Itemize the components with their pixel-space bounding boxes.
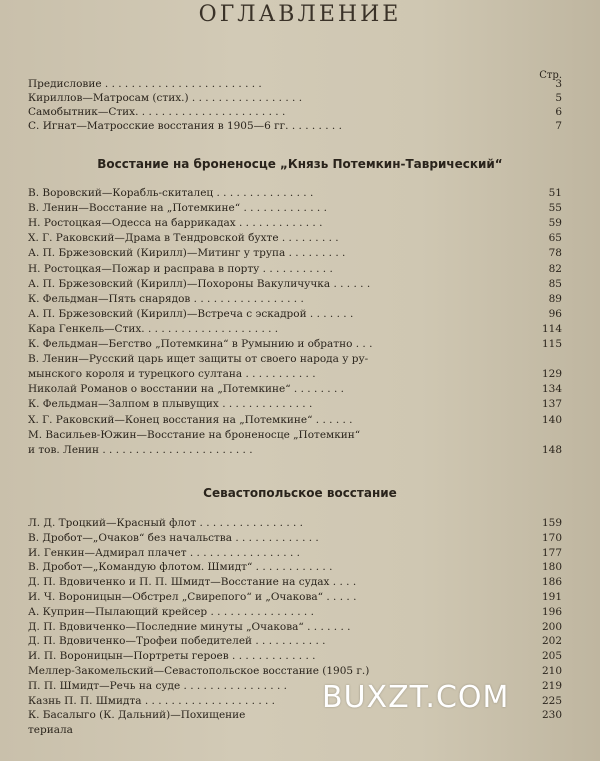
entry-title: А. П. Бржезовский (Кирилл)—Похороны Вакуличучка . . . . . . bbox=[28, 277, 371, 290]
entry-page-number: 114 bbox=[541, 322, 562, 335]
toc-entry bbox=[28, 278, 562, 291]
toc-entry bbox=[28, 368, 562, 381]
entry-page-number: 225 bbox=[541, 694, 562, 707]
section-heading-sevastopol: Севастопольское восстание bbox=[203, 486, 397, 500]
page-title: ОГЛАВЛЕНИЕ bbox=[198, 2, 402, 27]
entry-page-number: 3 bbox=[555, 78, 562, 90]
entry-page-number: 140 bbox=[541, 413, 562, 426]
toc-entry bbox=[28, 576, 562, 589]
entry-page-number: 82 bbox=[548, 262, 562, 275]
entry-page-number: 180 bbox=[541, 561, 562, 574]
toc-entry bbox=[28, 635, 562, 648]
toc-entry bbox=[28, 120, 562, 133]
entry-title: Х. Г. Раковский—Драма в Тендровской бухте . . . . . . . . . bbox=[28, 232, 339, 245]
toc-entry bbox=[28, 353, 562, 366]
entry-title: Н. Ростоцкая—Одесса на баррикадах . . . . . . . . . . . . . bbox=[28, 217, 323, 230]
entry-title: А. Куприн—Пылающий крейсер . . . . . . . . . . . . . . . . bbox=[28, 605, 314, 618]
entry-title: Николай Романов о восстании на „Потемкине“ . . . . . . . . bbox=[28, 383, 344, 396]
toc-entry bbox=[28, 187, 562, 200]
entry-page-number: 134 bbox=[541, 383, 562, 396]
entry-title: Казнь П. П. Шмидта . . . . . . . . . . . . . . . . . . . . bbox=[28, 694, 276, 707]
toc-entry bbox=[28, 532, 562, 545]
entry-page-number: 55 bbox=[548, 202, 562, 215]
toc-entry bbox=[28, 650, 562, 663]
entry-page-number: 191 bbox=[541, 591, 562, 603]
toc-entry bbox=[28, 414, 562, 427]
entry-title: П. П. Шмидт—Речь на суде . . . . . . . . . . . . . . . . bbox=[28, 679, 287, 692]
toc-entry bbox=[28, 383, 562, 396]
entry-title: К. Фельдман—Бегство „Потемкина“ в Румынию и обратно . . . bbox=[28, 338, 373, 350]
entry-page-number: 202 bbox=[541, 635, 562, 648]
entry-title: С. Игнат—Матросские восстания в 1905—6 гг. . . . . . . . . bbox=[28, 120, 342, 132]
entry-title: А. П. Бржезовский (Кирилл)—Митинг у трупа . . . . . . . . . bbox=[28, 247, 346, 260]
entry-title: Д. П. Вдовиченко и П. П. Шмидт—Восстание на судах . . . . bbox=[28, 576, 357, 589]
entry-page-number: 65 bbox=[548, 232, 562, 245]
toc-entry bbox=[28, 232, 562, 245]
toc-entry bbox=[28, 308, 562, 321]
toc-entry bbox=[28, 247, 562, 260]
entry-page-number: 230 bbox=[541, 709, 562, 722]
entry-page-number: 159 bbox=[541, 517, 562, 529]
entry-page-number: 186 bbox=[541, 576, 562, 589]
entry-title: Х. Г. Раковский—Конец восстания на „Потемкине“ . . . . . . bbox=[28, 413, 353, 426]
toc-entry bbox=[28, 217, 562, 230]
entry-page-number: 170 bbox=[541, 531, 562, 544]
entry-page-number: 196 bbox=[541, 605, 562, 618]
entry-title: Самобытник—Стих. . . . . . . . . . . . . . . . . . . . . . . bbox=[28, 106, 286, 118]
section-heading-potemkin: Восстание на броненосце „Князь Потемкин-Таврический“ bbox=[97, 157, 503, 171]
entry-title: и тов. Ленин . . . . . . . . . . . . . . . . . . . . . . . bbox=[28, 443, 253, 456]
toc-entry bbox=[28, 293, 562, 306]
toc-entry bbox=[28, 665, 562, 678]
toc-entry bbox=[28, 547, 562, 560]
entry-title: Д. П. Вдовиченко—Последние минуты „Очакова“ . . . . . . . bbox=[28, 620, 351, 633]
toc-entry bbox=[28, 106, 562, 119]
entry-page-number: 129 bbox=[541, 368, 562, 381]
entry-page-number: 210 bbox=[541, 665, 562, 677]
entry-title: Кириллов—Матросам (стих.) . . . . . . . . . . . . . . . . . bbox=[28, 92, 303, 104]
entry-page-number: 7 bbox=[555, 120, 562, 132]
entry-title: И. П. Вороницын—Портреты героев . . . . . . . . . . . . . bbox=[28, 650, 316, 663]
entry-page-number: 137 bbox=[541, 398, 562, 411]
entry-page-number: 96 bbox=[548, 307, 562, 320]
toc-entry bbox=[28, 591, 562, 604]
toc-entry bbox=[28, 606, 562, 619]
toc-entry bbox=[28, 323, 562, 336]
entry-title: Л. Д. Троцкий—Красный флот . . . . . . . . . . . . . . . . bbox=[28, 517, 304, 529]
entry-page-number: 148 bbox=[541, 443, 562, 456]
entry-title: В. Воровский—Корабль-скиталец . . . . . . . . . . . . . . . bbox=[28, 187, 314, 199]
entry-page-number: 59 bbox=[548, 217, 562, 230]
toc-entry bbox=[28, 444, 562, 457]
entry-title: мынского короля и турецкого султана . . . . . . . . . . . bbox=[28, 368, 316, 381]
entry-title: Меллер-Закомельский—Севастопольское восстание (1905 г.) bbox=[28, 665, 370, 677]
entry-page-number: 205 bbox=[541, 650, 562, 663]
entry-page-number: 5 bbox=[555, 92, 562, 104]
entry-page-number: 115 bbox=[541, 338, 562, 350]
entry-page-number: 6 bbox=[555, 106, 562, 118]
toc-entry bbox=[28, 263, 562, 276]
entry-title: В. Дробот—„Командую флотом. Шмидт“ . . . . . . . . . . . . bbox=[28, 561, 333, 574]
entry-title: В. Дробот—„Очаков“ без начальства . . . . . . . . . . . . . bbox=[28, 531, 319, 544]
toc-entry bbox=[28, 724, 562, 737]
entry-title: Н. Ростоцкая—Пожар и расправа в порту . . . . . . . . . . . bbox=[28, 262, 333, 275]
toc-entry bbox=[28, 561, 562, 574]
page-column-header: Стр. bbox=[539, 70, 562, 81]
entry-title: Кара Генкель—Стих. . . . . . . . . . . . . . . . . . . . . bbox=[28, 322, 279, 335]
entry-title: И. Ч. Вороницын—Обстрел „Свирепого“ и „Очакова“ . . . . . bbox=[28, 591, 357, 603]
toc-entry bbox=[28, 92, 562, 105]
toc-entry bbox=[28, 338, 562, 351]
entry-page-number: 89 bbox=[548, 292, 562, 305]
entry-title: В. Ленин—Восстание на „Потемкине“ . . . . . . . . . . . . . bbox=[28, 202, 327, 215]
entry-page-number: 177 bbox=[541, 546, 562, 559]
toc-entry bbox=[28, 429, 562, 442]
entry-page-number: 200 bbox=[541, 620, 562, 633]
toc-entry bbox=[28, 398, 562, 411]
entry-title: К. Фельдман—Пять снарядов . . . . . . . . . . . . . . . . . bbox=[28, 292, 304, 305]
entry-title: К. Фельдман—Залпом в плывущих . . . . . . . . . . . . . . bbox=[28, 398, 313, 411]
entry-title: А. П. Бржезовский (Кирилл)—Встреча с эскадрой . . . . . . . bbox=[28, 307, 354, 320]
watermark: BUXZT.COM bbox=[322, 680, 510, 715]
entry-page-number: 78 bbox=[548, 247, 562, 260]
toc-entry bbox=[28, 517, 562, 530]
toc-entry bbox=[28, 621, 562, 634]
toc-entry bbox=[28, 202, 562, 215]
entry-page-number: 51 bbox=[548, 187, 562, 199]
entry-title: В. Ленин—Русский царь ищет защиты от своего народа у ру- bbox=[28, 353, 369, 366]
entry-title: Предисловие . . . . . . . . . . . . . . . . . . . . . . . . bbox=[28, 78, 262, 90]
entry-title: териала bbox=[28, 724, 73, 737]
entry-page-number: 85 bbox=[548, 277, 562, 290]
entry-title: К. Басалыго (К. Дальний)—Похищение bbox=[28, 709, 246, 722]
entry-title: И. Генкин—Адмирал плачет . . . . . . . . . . . . . . . . . bbox=[28, 546, 301, 559]
entry-page-number: 219 bbox=[541, 679, 562, 692]
entry-title: М. Васильев-Южин—Восстание на броненосце „Потемкин“ bbox=[28, 428, 361, 441]
toc-entry bbox=[28, 78, 562, 91]
entry-title: Д. П. Вдовиченко—Трофеи победителей . . . . . . . . . . . bbox=[28, 635, 326, 648]
